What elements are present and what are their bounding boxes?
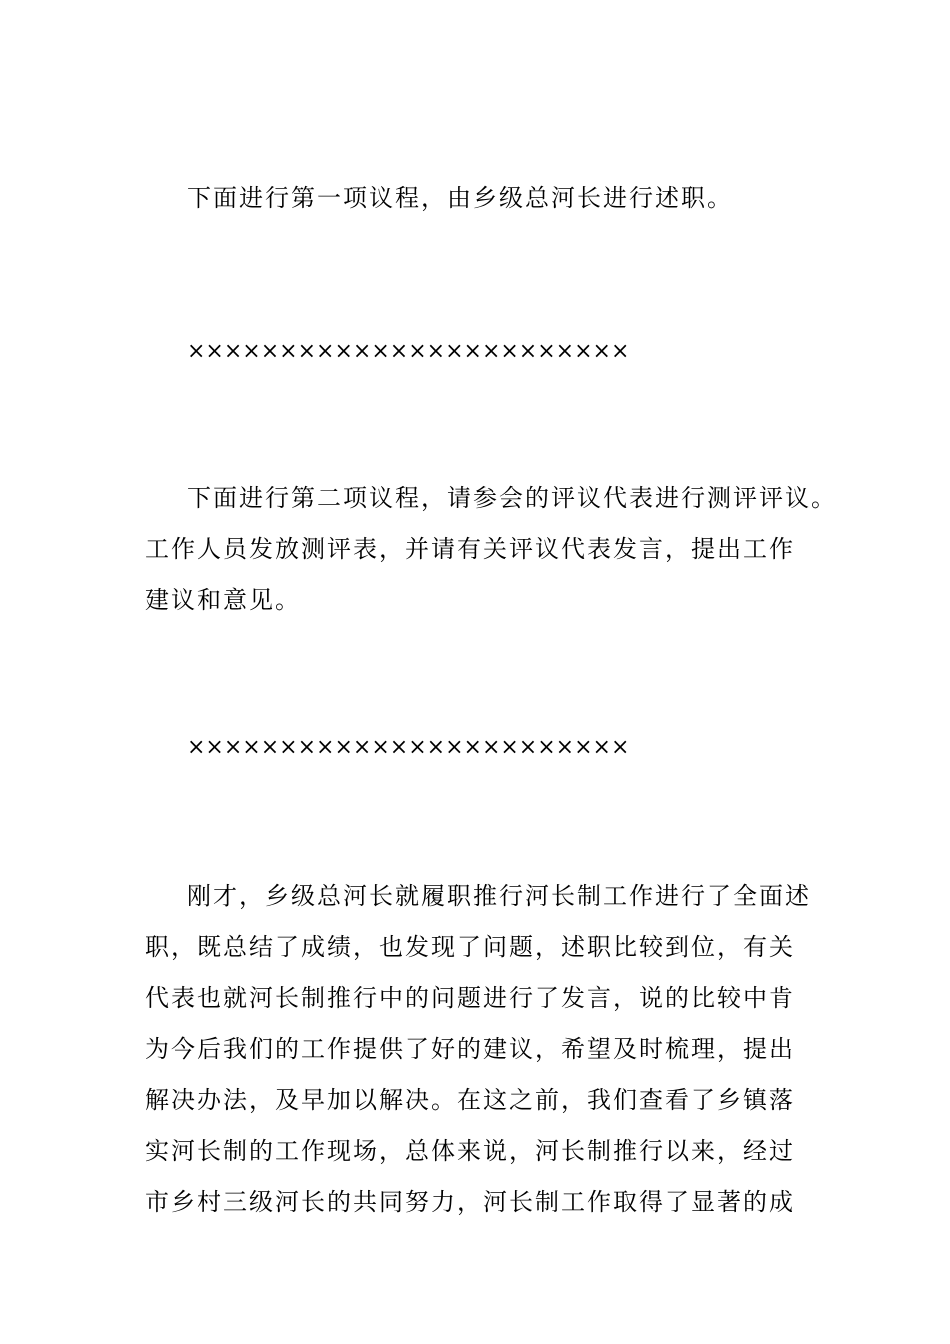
paragraph-line: 市乡村三级河长的共同努力，河长制工作取得了显著的成 [145,1188,795,1216]
redacted-placeholder-1: ×××××××××××××××××××××××× [187,339,630,364]
paragraph-summary [145,871,815,1228]
paragraph-line: 职，既总结了成绩，也发现了问题，述职比较到位，有关 [145,933,795,961]
paragraph-line: 工作人员发放测评表，并请有关评议代表发言，提出工作 [145,535,795,563]
redacted-placeholder-2: ×××××××××××××××××××××××× [187,735,630,760]
paragraph-line: 建议和意见。 [145,586,301,614]
paragraph-line: 为今后我们的工作提供了好的建议，希望及时梳理，提出 [145,1035,795,1063]
paragraph-line: 刚才，乡级总河长就履职推行河长制工作进行了全面述 [187,882,811,910]
paragraph-line: 下面进行第一项议程，由乡级总河长进行述职。 [187,184,733,212]
paragraph-agenda-item-one [145,173,815,224]
paragraph-line: 实河长制的工作现场，总体来说，河长制推行以来，经过 [145,1137,795,1165]
paragraph-line: 下面进行第二项议程，请参会的评议代表进行测评评议。 [187,484,837,512]
paragraph-line: 代表也就河长制推行中的问题进行了发言，说的比较中肯 [145,984,795,1012]
paragraph-agenda-item-two [145,473,837,626]
paragraph-line: 解决办法，及早加以解决。在这之前，我们查看了乡镇落 [145,1086,795,1114]
